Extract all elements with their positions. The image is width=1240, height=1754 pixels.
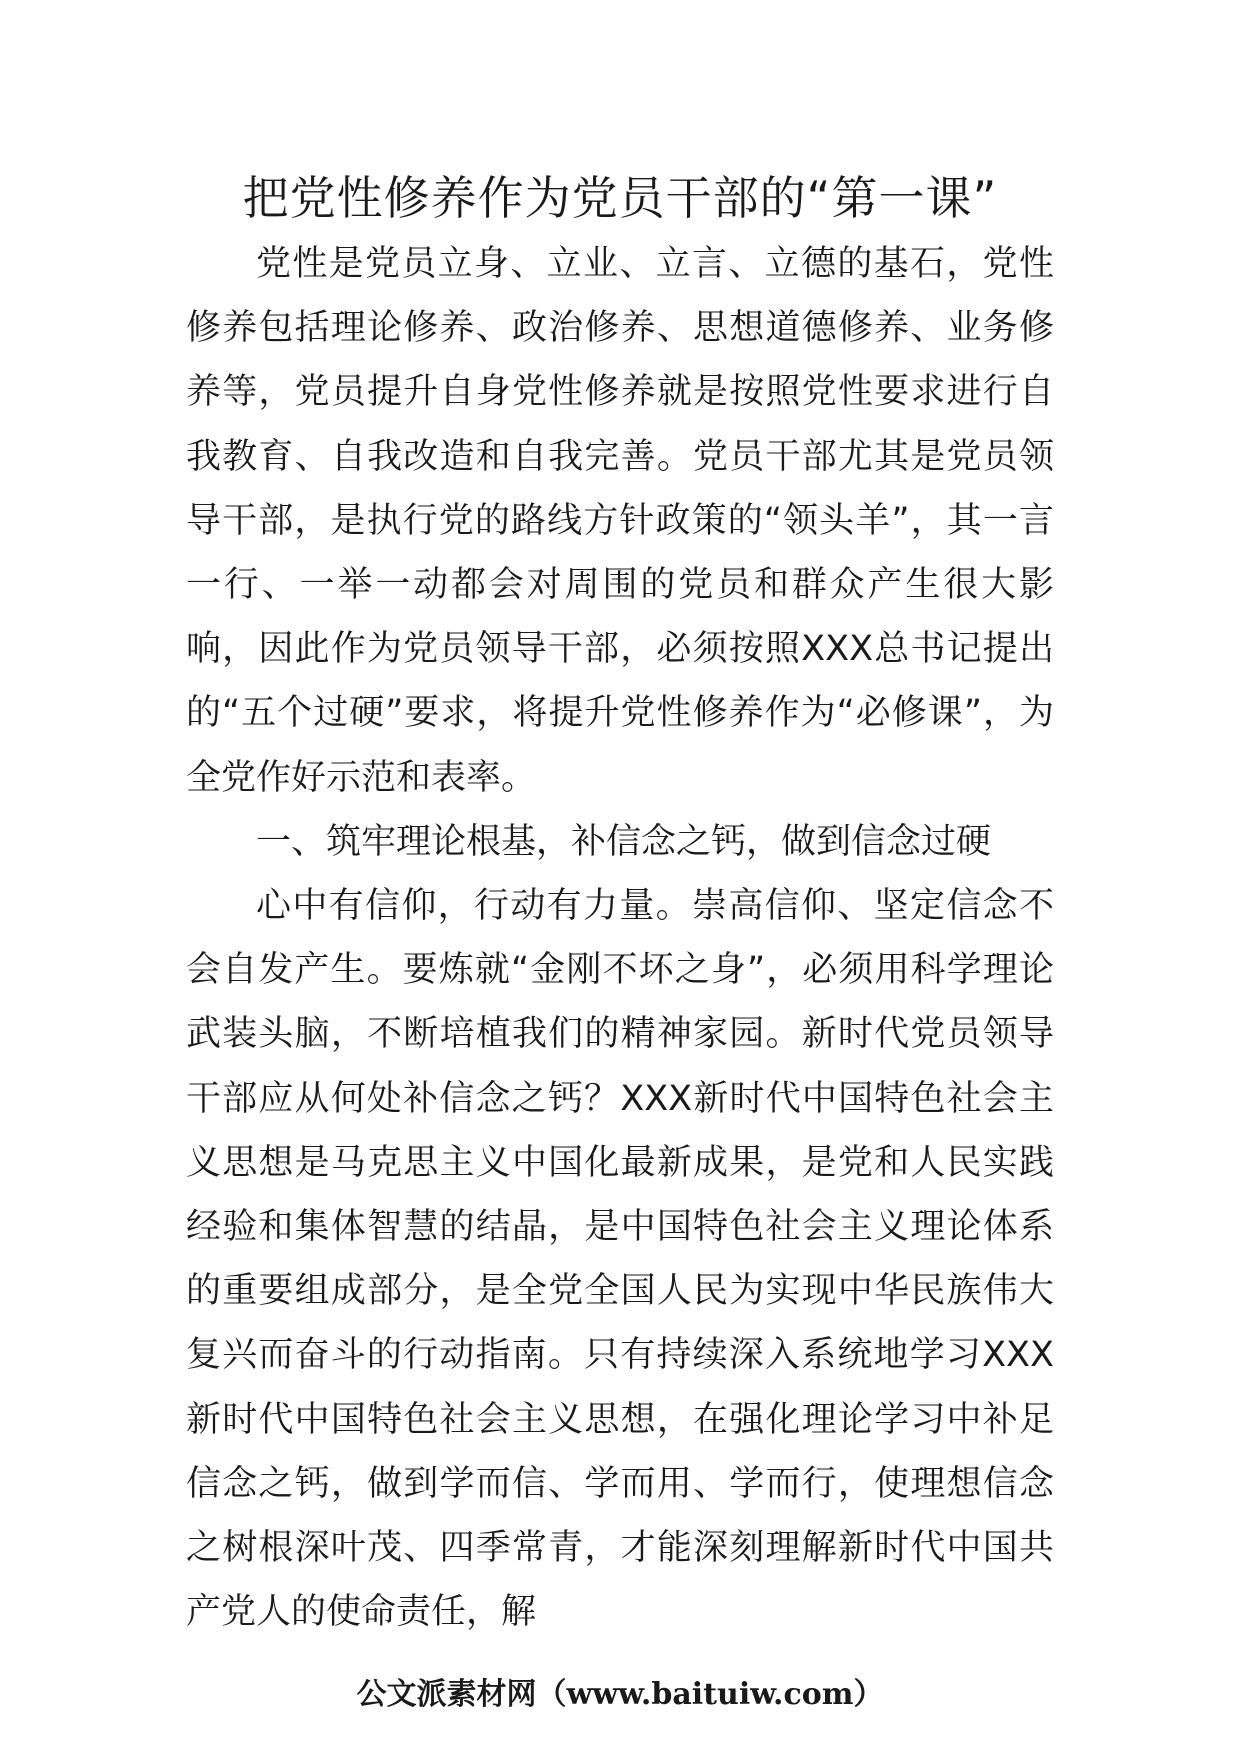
document-body	[186, 232, 1054, 1644]
footer-watermark: 公文派素材网（www.baituiw.com）	[356, 1677, 884, 1712]
section-heading-1: 一、筑牢理论根基，补信念之钙，做到信念过硬	[256, 821, 992, 862]
document-title: 把党性修养作为党员干部的“第一课”	[242, 171, 998, 225]
paragraph-intro: 党性是党员立身、立业、立言、立德的基石，党性修养包括理论修养、政治修养、思想道德修养、业务修养等，党员提升自身党性修养就是按照党性要求进行自我教育、自我改造和自我完善。党员干部尤其是党员领导干部，是执行党的路线方针政策的“领头羊”，其一言一行、一举一动都会对周围的党员和群众产生很大影响，因此作为党员领导干部，必须按照XXX总书记提出的“五个过硬”要求，将提升党性修养作为“必修课”，为全党作好示范和表率。	[186, 244, 1054, 798]
paragraph-section-1: 心中有信仰，行动有力量。崇高信仰、坚定信念不会自发产生。要炼就“金刚不坏之身”，必须用科学理论武装头脑，不断培植我们的精神家园。新时代党员领导干部应从何处补信念之钙？XXX新时代中国特色社会主义思想是马克思主义中国化最新成果，是党和人民实践经验和集体智慧的结晶，是中国特色社会主义理论体系的重要组成部分，是全党全国人民为实现中华民族伟大复兴而奋斗的行动指南。只有持续深入系统地学习XXX新时代中国特色社会主义思想，在强化理论学习中补足信念之钙，做到学而信、学而用、学而行，使理想信念之树根深叶茂、四季常青，才能深刻理解新时代中国共产党人的使命责任，解	[186, 886, 1054, 1633]
